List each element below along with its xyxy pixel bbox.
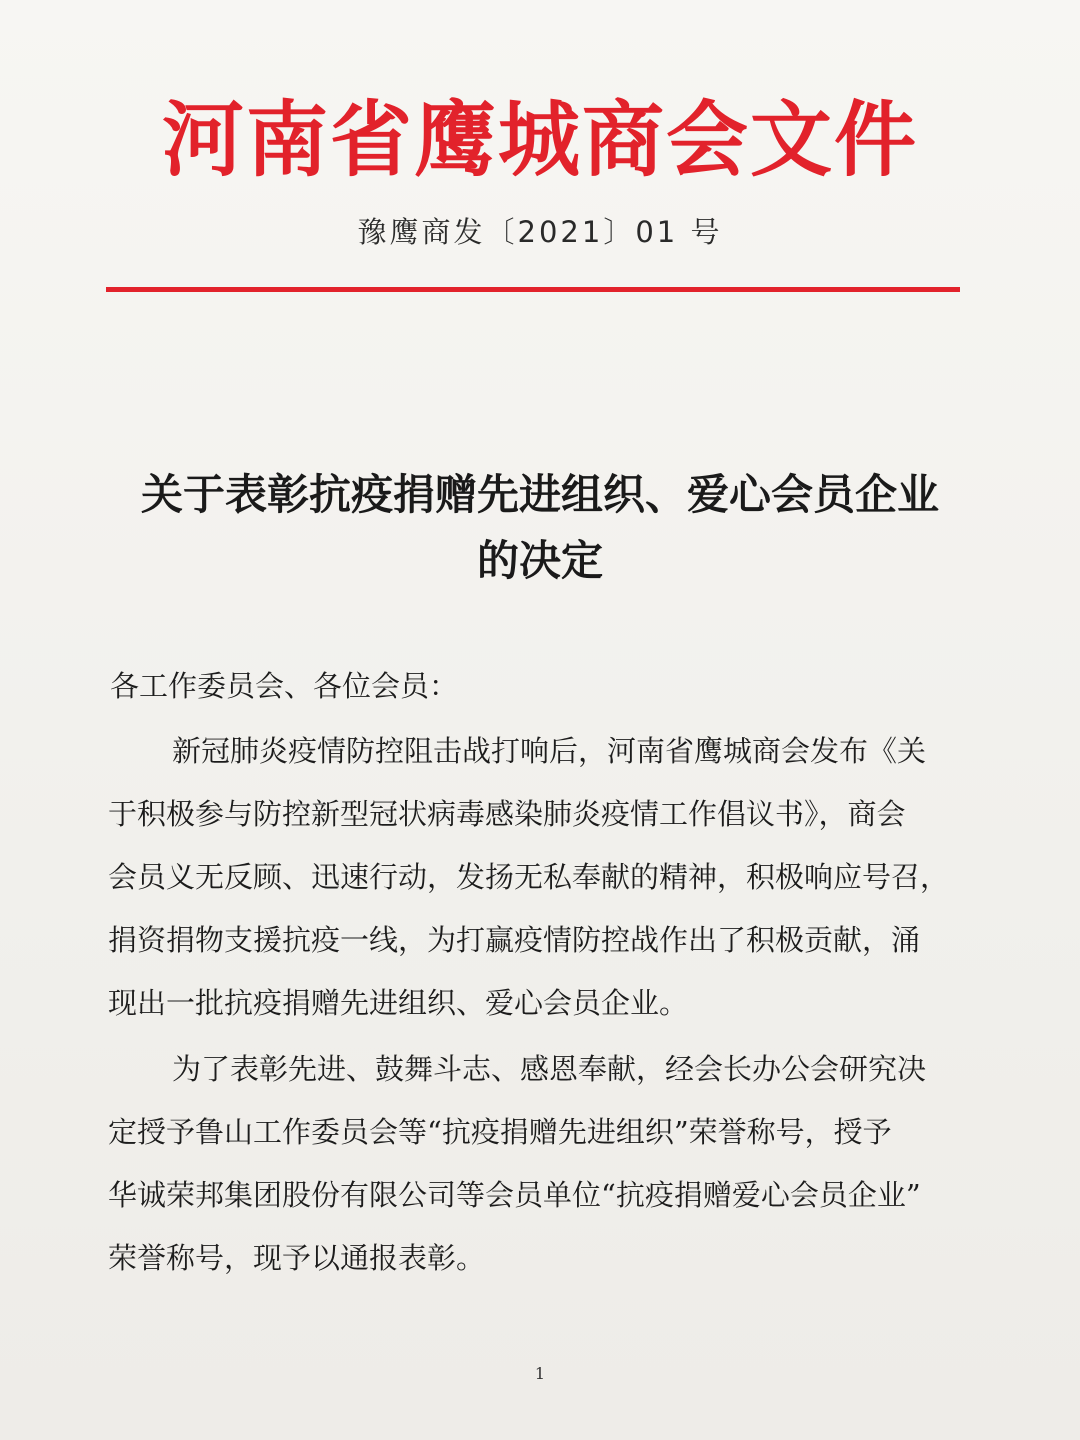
- red-divider: [106, 287, 960, 292]
- paragraph-1: [108, 720, 968, 1035]
- paragraph-2: [108, 1038, 968, 1290]
- paragraph-line: 于积极参与防控新型冠状病毒感染肺炎疫情工作倡议书》，商会: [108, 797, 906, 831]
- masthead-title: 河南省鹰城商会文件: [161, 93, 918, 188]
- page-number: 1: [534, 1364, 546, 1383]
- salutation: 各工作委员会、各位会员：: [110, 669, 459, 703]
- document-number: 豫鹰商发〔2021〕01 号: [357, 215, 723, 249]
- title-line-2: 的决定: [476, 536, 603, 585]
- paragraph-line: 捐资捐物支援抗疫一线，为打赢疫情防控战作出了积极贡献，涌: [108, 923, 921, 957]
- paragraph-line: 现出一批抗疫捐赠先进组织、爱心会员企业。: [108, 986, 689, 1020]
- paragraph-line: 会员义无反顾、迅速行动，发扬无私奉献的精神，积极响应号召，: [108, 860, 950, 894]
- paragraph-line: 荣誉称号，现予以通报表彰。: [108, 1241, 486, 1275]
- paragraph-line: 新冠肺炎疫情防控阻击战打响后，河南省鹰城商会发布《关: [172, 734, 927, 768]
- paragraph-line: 为了表彰先进、鼓舞斗志、感恩奉献，经会长办公会研究决: [172, 1052, 927, 1086]
- title-line-1: 关于表彰抗疫捐赠先进组织、爱心会员企业: [140, 470, 939, 519]
- paragraph-line: 定授予鲁山工作委员会等“抗疫捐赠先进组织”荣誉称号，授予: [108, 1115, 892, 1149]
- paragraph-line: 华诚荣邦集团股份有限公司等会员单位“抗疫捐赠爱心会员企业”: [108, 1178, 921, 1212]
- document-title: [90, 462, 990, 594]
